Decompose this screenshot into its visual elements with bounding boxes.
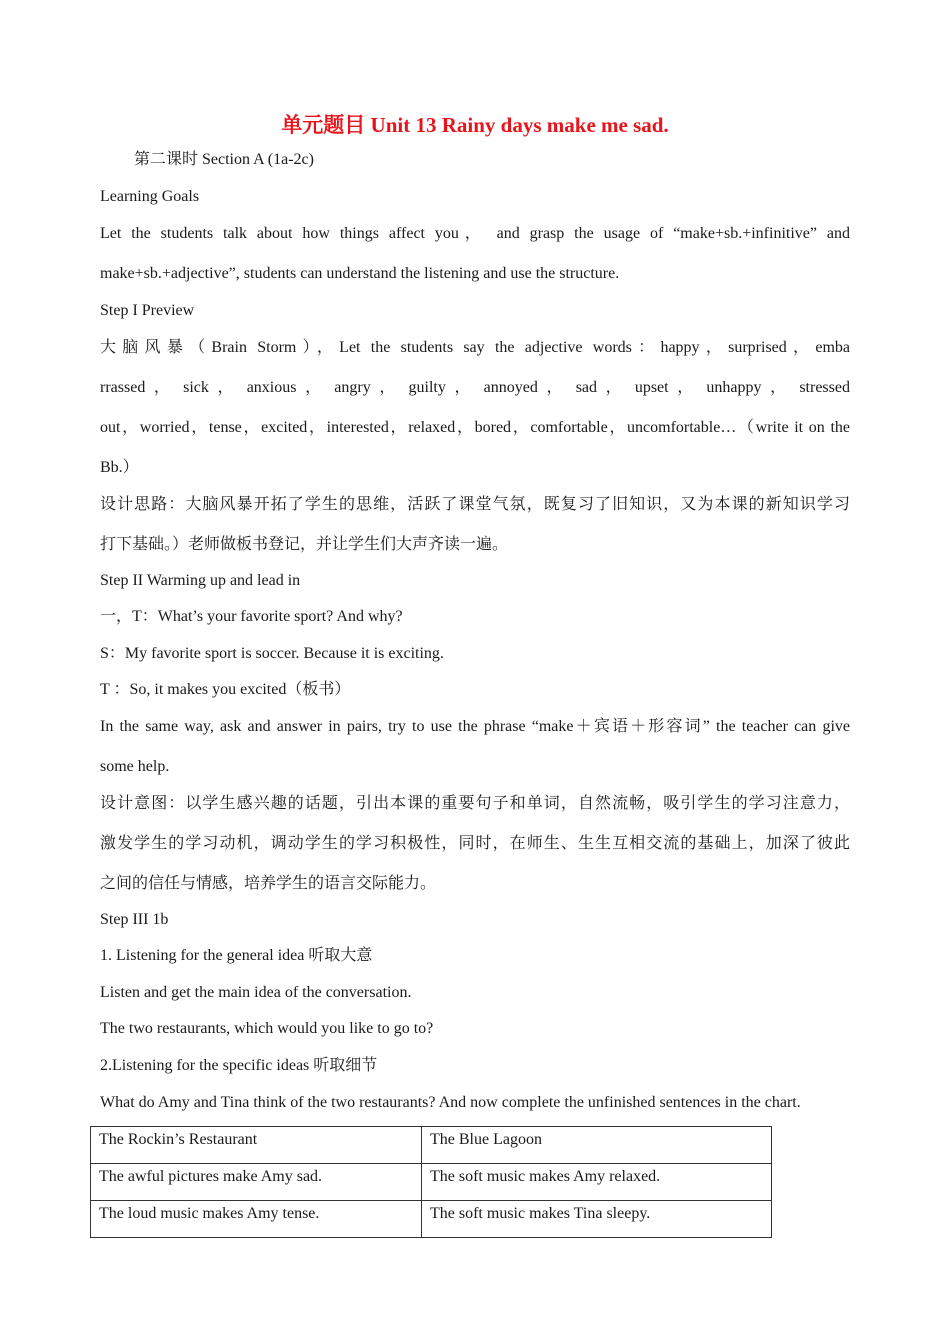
- table-row: [91, 1201, 772, 1238]
- step1-text-2: rrassed ， sick ， anxious ， angry ， guilty ， annoyed ， sad ， upset ， unhappy ， stressed: [100, 379, 850, 396]
- table-cell: The loud music makes Amy tense.: [91, 1201, 422, 1238]
- table-cell: The soft music makes Amy relaxed.: [422, 1164, 772, 1201]
- table-header-cell: The Rockin’s Restaurant: [91, 1127, 422, 1164]
- table-cell: The awful pictures make Amy sad.: [91, 1164, 422, 1201]
- table-cell: The soft music makes Tina sleepy.: [422, 1201, 772, 1238]
- restaurant-chart-table: [90, 1126, 772, 1238]
- learning-goals-text-2: make+sb.+adjective”, students can understand the listening and use the structure.: [100, 265, 620, 282]
- learning-goals-text-1: Let the students talk about how things affect you， and grasp the usage of “make+sb.+infinitive” and: [100, 225, 850, 242]
- step3-item-1-instruction: Listen and get the main idea of the conversation.: [100, 984, 412, 1001]
- table-header-row: [91, 1127, 772, 1164]
- step1-heading: Step I Preview: [100, 302, 195, 319]
- unit-title: 单元题目 Unit 13 Rainy days make me sad.: [281, 113, 669, 137]
- step1-text-3: out，worried，tense，excited，interested，relaxed，bored，comfortable，uncomfortable…（write it on the: [100, 419, 850, 436]
- design-idea-2-line-1: 设计意图：以学生感兴趣的话题，引出本课的重要句子和单词，自然流畅，吸引学生的学习注意力，: [100, 795, 850, 812]
- step3-item-1-question: The two restaurants, which would you like to go to?: [100, 1020, 434, 1037]
- step2-heading: Step II Warming up and lead in: [100, 572, 301, 589]
- step3-heading: Step III 1b: [100, 911, 169, 928]
- design-idea-2-line-3: 之间的信任与情感，培养学生的语言交际能力。: [100, 875, 437, 892]
- step3-item-2-instruction: What do Amy and Tina think of the two restaurants? And now complete the unfinished sentences in the chart.: [100, 1094, 801, 1111]
- design-idea-1-line-2: 打下基础。）老师做板书登记，并让学生们大声齐读一遍。: [100, 536, 509, 553]
- step3-item-2: 2.Listening for the specific ideas 听取细节: [100, 1057, 378, 1074]
- step2-pairs-text-1: In the same way, ask and answer in pairs, try to use the phrase “make＋宾语＋形容词” the teacher can give: [100, 718, 850, 735]
- design-idea-2-line-2: 激发学生的学习动机，调动学生的学习积极性，同时，在师生、生生互相交流的基础上，加深了彼此: [100, 835, 850, 852]
- step1-text-4: Bb.）: [100, 459, 139, 476]
- table-row: [91, 1164, 772, 1201]
- step2-teacher-reply: T ：So, it makes you excited（板书）: [100, 681, 351, 698]
- step3-item-1: 1. Listening for the general idea 听取大意: [100, 947, 373, 964]
- design-idea-1-line-1: 设计思路：大脑风暴开拓了学生的思维，活跃了课堂气氛，既复习了旧知识，又为本课的新知识学习: [100, 496, 850, 513]
- table-header-cell: The Blue Lagoon: [422, 1127, 772, 1164]
- learning-goals-heading: Learning Goals: [100, 188, 200, 205]
- step2-teacher-question: 一，T：What’s your favorite sport? And why?: [100, 608, 403, 625]
- step2-pairs-text-2: some help.: [100, 758, 170, 775]
- step1-text-1: 大脑风暴（Brain Storm），Let the students say the adjective words：happy，surprised，emba: [100, 339, 850, 356]
- lesson-subtitle: 第二课时 Section A (1a-2c): [134, 151, 314, 168]
- step2-student-answer: S：My favorite sport is soccer. Because it is exciting.: [100, 645, 444, 662]
